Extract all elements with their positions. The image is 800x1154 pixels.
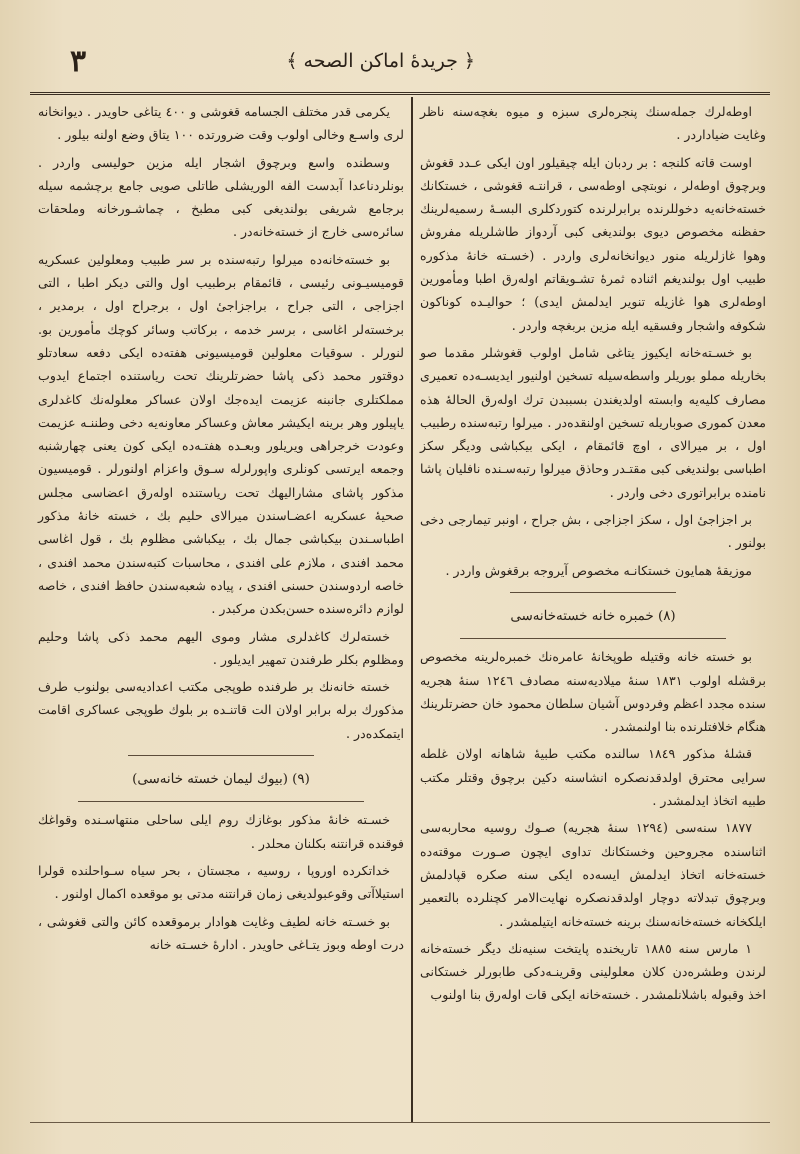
paragraph: خسـته خانهٔ مذکور بوغازك روم ایلی ساحلی منتهاسـنده وقواغك فوقنده قرانتنه بکلنان محلدر . — [38, 812, 404, 851]
paragraph: خسته خانه‌نك بر طرفنده طوپجی مکتب اعدادیه‌سی بولنوب طرف مذکورك برله برابر اولان الت قاتنـده بر بلوك طوپجی عساکری اقامت ایتمکده‌در . — [38, 679, 404, 741]
paragraph: یکرمی قدر مختلف الجسامه قغوشی و ٤٠٠ یتاغی حاویدر . دیوانخانه‌ لری واسـع وخالی اولوب وقت ضرورتده ١٠٠ یتاق وضع اولنه بیلور . — [38, 104, 404, 143]
paragraph: ١ مارس سنه ١٨٨٥ تاریخنده پایتخت سنیه‌نك دیگر خسته‌خانه‌ لرندن وطشره‌دن کلان معلولینی وقرینـه‌دکی طابورلر خستکانی اخذ وقبوله باشلانلمشدر . خسته‌خانه ایکی قات اوله‌رق بنا اولنوب — [420, 940, 766, 1003]
section-separator — [128, 755, 314, 756]
header-rule — [30, 92, 770, 95]
column-divider — [411, 97, 413, 1122]
section-separator — [510, 592, 676, 593]
paragraph: بو خسته‌خانه‌ده میرلوا رتبه‌سنده بر سر طبیب ومعلولین عسکریه قومیسیـونی رئیسی ، قائمقام برطبیب اول والتی دیکر اطبا ، التی اجزاجی ، التی جراح ، براجزاجیٔ اول ، برجراح اول ، برمدیر ، برخسته‌لر اغاسی ، برسر خدمه ، برکاتب وسائر کوچك مأمورین بو. لنورلر . سوقیات معلولین قومیسیونی هفته‌ده ایکی دفعه سعادتلو دوقتور محمد ذکی پاشا حضرتلرینك تحت ریاستنده اجتماع ایدوب مملکتلری جانبنه عزیمت ایده‌جك اولان عساکر معلوله‌نك کاغدلری یاپیلور وهر برینه ایکیشر معاش وعساکر معاونه‌یه دخی وطننـه عزیمت وعودت خرجراهی ویریلور وبعـده هفتـه‌ده ایکی کون یعنی چهارشنبه وجمعه ایرتسی کونلری واپورلرله سـوق واعزام اولنورلر . قومیسیون مذکور پاشای مشارالیهك تحت ریاستنده اوله‌رق اعضاسی مجلس صحیهٔ عسکریه اعضـاسندن میرالای حلیم بك ، خسته خانهٔ مذکور اطباسـندن بیکباشی جمال بك ، بیکباشی مظلوم بك ، قول اغاسی محمد افندی ، ملازم علی افندی ، محاسبات کتبه‌سندن محمد افندی ، خاصه اردوسندن حسنی افندی ، پیاده شعبه‌سندن حافظ افندی ، خاصه لوازم دائره‌سنده حسن‌بکدن مرکبدر . — [38, 251, 404, 617]
paragraph: موزیقهٔ همایون خستکانـه مخصوص آیروجه برقغوش واردر . — [445, 562, 752, 578]
journal-title: ﴿ جريدهٔ اماكن الصحه ﴾ — [286, 50, 475, 72]
paragraph: بو خسـته‌خانه ایکیوز یتاغی شامل اولوب قغوشلر مقدما صو بخاریله مملو بوریلر واسطه‌سیله تسخین اولنیور ایدیسـه‌ده تعمیری مصارف کلیه‌یه وابسته اولدیغندن بسببدن ترك اوله‌رق الحالهٔ هذه معدن کموری صوباریله تسخین اولنقده‌در . میرلوا رتبه‌سنده رطبیب اول ، بر میرالای ، اوچ قائمقام ، ایکی بیکباشی ودیگر سکز اطباسی بولندیغی کبی مقتـدر وحاذق میرلوا رتبه‌سـنده نافلیان پاشا نامنده برابراتوری دخی واردر . — [420, 344, 766, 500]
heading-rule — [78, 801, 364, 802]
paragraph: ١٨٧٧ سنه‌سی (١٢٩٤ سنهٔ هجریه) صـوك روسیه محاربه‌سی اثناسنده مجروحین وخستکانك تداوی ایچون صـورت موقته‌ده خسته‌خانه اتخاذ ایدلمش ایسه‌ده ایکی سنه صکره قپادلمش وبرچوق تبدلاته دوچار اولدقدنصکره نهایت‌الامر کچنلرده بالتعمیر ایلکخانه خسته‌خانه‌سنك برینه خسته‌خانه ایتیلمشدر . — [420, 820, 766, 929]
paragraph: اوست قاته کلنجه : بر ردبان ایله چیقیلور اون ایکی عـدد قغوش وبرچوق اوطه‌لر ، نوبتچی اوطه‌سی ، قرانتـه قغوشی ، خستکانك خسته‌خانه‌یه دخوللرنده برابرلرنده کتوردکلری البسـهٔ رسمیه‌لرینك حفظنه مخصوص دیوی بولندیغی کبی آردواز طاشلریله مفروش وهوا غازلریله منور دیوانخانه‌لری واردر . (خسـته خانهٔ مذکوره طبیب اول بولندیغم اثناده ثمرهٔ تشـویقاتم اوله‌رق اطبا ومأمورین اوطه‌لری هوا غازیله تنویر ایدلمش ایدی) ؛ حوالیـده کوناکون شکوفه واشجار وفسقیه ایله مزین بربغچه واردر . — [420, 154, 766, 333]
paragraph: بو خسته خانه وقتیله طوپخانهٔ عامره‌نك خمبره‌لرینه مخصوص برقشله اولوب ١٨٣١ سنهٔ میلادیه‌سنه مصادف ١٢٤٦ سنهٔ هجریه‌ سنده مجدد اعظم وفردوس آشیان سلطان محمود خان حضرتلرینك هنگام خلافتلرنده بنا اولنمشدر . — [420, 649, 767, 735]
paragraph: بر اجزاجیٔ اول ، سکز اجزاجی ، بش جراح ، اونبر تیمارجی دخی بولنور . — [420, 512, 766, 551]
section-heading: (٩) (بیوك لیمان خسته خانه‌سی) — [132, 772, 310, 788]
paragraph: خسته‌لرك کاغدلری مشار وموی الیهم محمد ذکی پاشا وحلیم ومظلوم بکلر طرفندن تمهیر ایدیلور . — [38, 628, 404, 667]
left-column — [38, 100, 404, 960]
right-column — [420, 100, 766, 1011]
paragraph: قشلهٔ مذکور ١٨٤٩ سالنده مکتب طبیهٔ شاهانه اولان غلطه سرایی محترق اولدقدنصکره انشاسنه دکین برچوق وقتلر مکتب طبیه اتخاذ ایدلمشدر . — [420, 746, 766, 809]
paragraph: وسطنده واسع وبرچوق اشجار ایله مزین حولیسی واردر . بونلردناعدا آبدست الفه الوریشلی طاتلی صویی جامع برچشمه‌ سیله برجامع شریفی بولندیغی کبی مطبخ ، چماشـورخانه وملحقات سائره‌سی خارج از خسته‌خانه‌در . — [38, 154, 404, 240]
paragraph: بو خسـته خانه لطیف وغایت هوادار برموقعده کائن والتی قغوشی ، درت اوطه وبوز یتـاغی حاویدر . ادارهٔ خسـته خانه — [38, 913, 404, 952]
footer-rule — [30, 1122, 770, 1123]
page-header — [40, 36, 760, 94]
paragraph: اوطه‌لرك جمله‌سنك پنجره‌لری سبزه و میوه بغچه‌سنه ناظر وغایت ضیاداردر . — [420, 104, 766, 143]
paragraph: خداتکرده اوروپا ، روسیه ، مجستان ، بحر سیاه سـواحلنده قولرا استیلاآتی وقوعبولدیغی زمان قرانتنه مدتی بو موقعده اکمال اولنور . — [38, 862, 404, 902]
heading-rule — [460, 638, 726, 639]
section-heading: (٨) خمبره خانه خسته‌خانه‌سی — [510, 608, 676, 624]
page-number: ٣ — [70, 44, 87, 79]
